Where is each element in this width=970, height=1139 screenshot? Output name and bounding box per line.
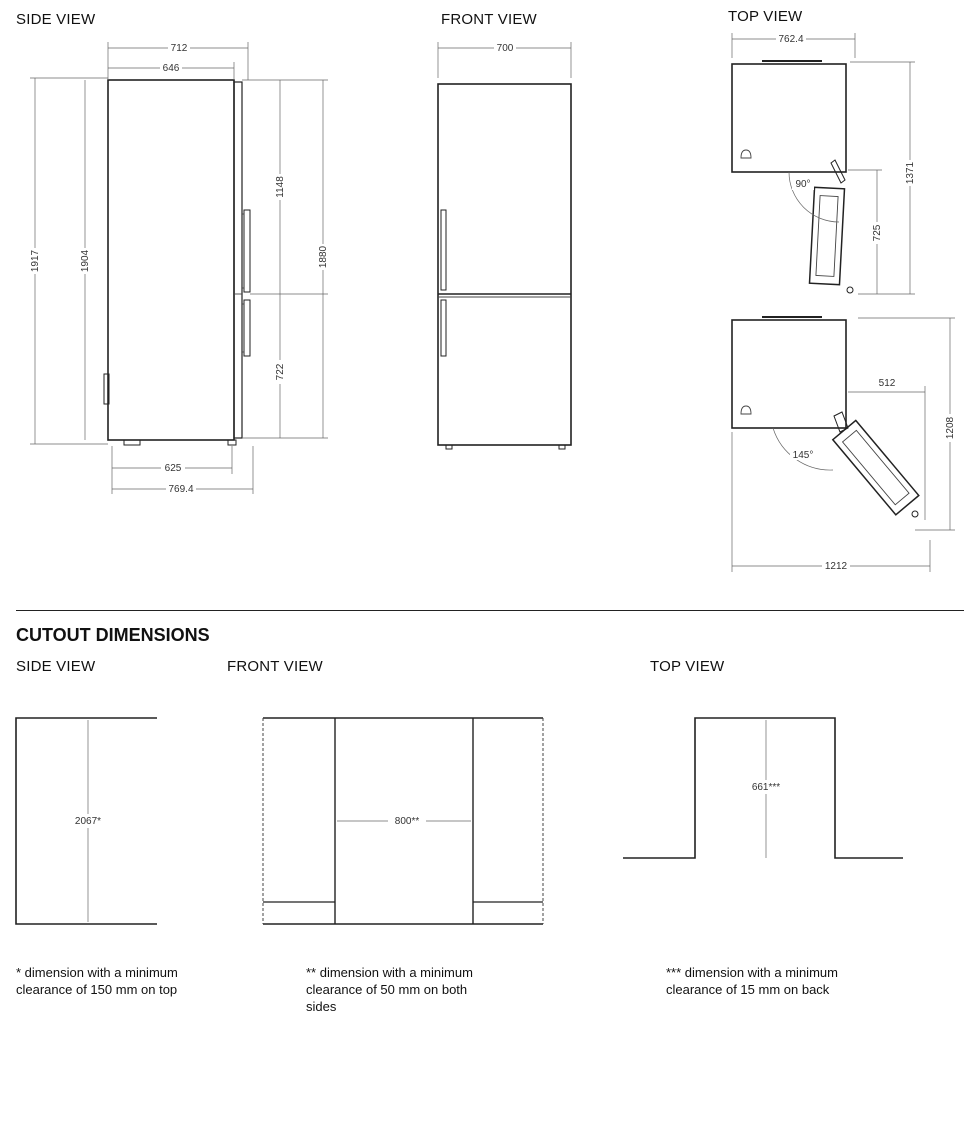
dim-cutout-front-800: 800**: [394, 816, 420, 827]
dim-side-1148: 1148: [275, 176, 286, 198]
dim-side-1917: 1917: [30, 249, 41, 273]
cutout-title: CUTOUT DIMENSIONS: [16, 625, 210, 645]
top-door-90: [810, 187, 845, 284]
side-view-drawing: [28, 42, 330, 495]
cutout-side-drawing: [16, 718, 157, 924]
cutout-side-note: * dimension with a minimum clearance of 150 mm on top: [16, 965, 178, 997]
dim-front-700: 700: [496, 43, 514, 54]
side-upper-handle: [244, 210, 250, 292]
dim-side-722: 722: [275, 363, 286, 381]
front-body-outline: [438, 84, 571, 445]
dim-top-725: 725: [872, 224, 883, 242]
front-lower-handle: [441, 300, 446, 356]
side-body-outline: [108, 80, 234, 440]
side-door-outline: [234, 82, 242, 438]
top-view-90-drawing: [732, 33, 917, 294]
top-body-outline-90: [732, 64, 846, 172]
cutout-side-view-heading: SIDE VIEW: [16, 658, 96, 675]
dim-top-1212: 1212: [824, 561, 848, 572]
dim-top-1371: 1371: [905, 161, 916, 185]
dim-cutout-side-2067: 2067*: [74, 816, 102, 827]
dim-side-625: 625: [164, 463, 182, 474]
dim-cutout-top-661: 661***: [751, 782, 781, 793]
dim-top-90-angle: 90°: [795, 179, 811, 190]
side-lower-handle: [244, 300, 250, 356]
dim-side-646: 646: [162, 63, 180, 74]
cutout-top-drawing: [623, 718, 903, 858]
cutout-front-view-heading: FRONT VIEW: [227, 658, 323, 675]
dim-top-1208: 1208: [945, 416, 956, 440]
cutout-top-view-heading: TOP VIEW: [650, 658, 725, 675]
front-upper-handle: [441, 210, 446, 290]
front-view-drawing: [438, 42, 571, 449]
front-view-heading: FRONT VIEW: [441, 11, 537, 28]
dim-side-1904: 1904: [80, 249, 91, 273]
top-view-heading: TOP VIEW: [728, 8, 803, 25]
dim-side-769: 769.4: [168, 484, 194, 495]
cutout-top-note: *** dimension with a minimum clearance of 15 mm on back: [666, 965, 838, 997]
dim-top-145-angle: 145°: [792, 450, 814, 461]
dim-top-512: 512: [878, 378, 896, 389]
top-body-outline-145: [732, 320, 846, 428]
cutout-front-drawing: [263, 718, 543, 924]
dim-side-712: 712: [170, 43, 188, 54]
cutout-front-note: ** dimension with a minimum clearance of 50 mm on both sides: [306, 965, 473, 1014]
side-view-heading: SIDE VIEW: [16, 11, 96, 28]
dim-top-762: 762.4: [778, 34, 804, 45]
top-view-145-drawing: [732, 317, 957, 572]
dim-side-1880: 1880: [318, 245, 329, 269]
top-door-145: [833, 420, 919, 514]
